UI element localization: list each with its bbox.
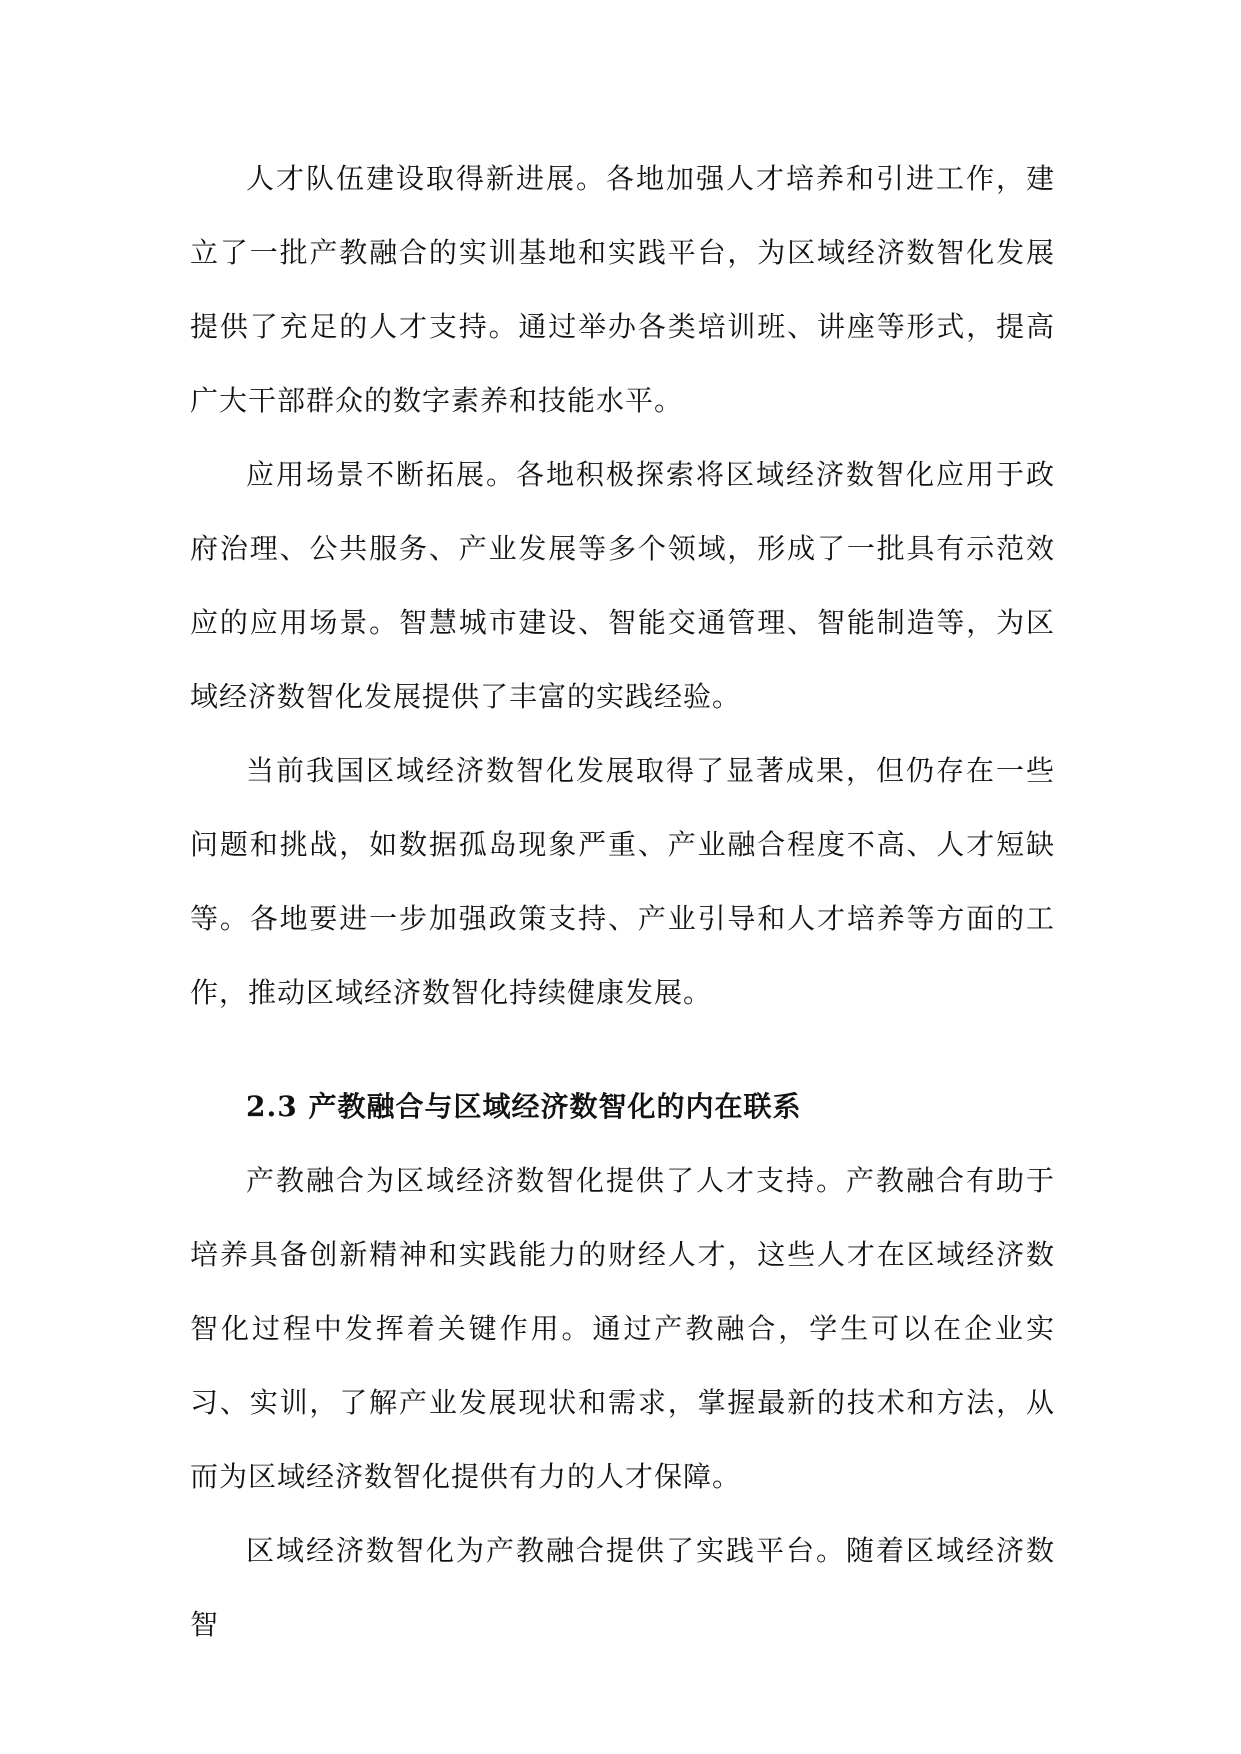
section-heading: 2.3 产教融合与区域经济数智化的内在联系 [246,1090,802,1123]
paragraph-current-status: 当前我国区域经济数智化发展取得了显著成果，但仍存在一些问题和挑战，如数据孤岛现象严重、产业融合程度不高、人才短缺等。各地要进一步加强政策支持、产业引导和人才培养等方面的工作，推动区域经济数智化持续健康发展。 [190,754,1055,1009]
paragraph-talent-team: 人才队伍建设取得新进展。各地加强人才培养和引进工作，建立了一批产教融合的实训基地和实践平台，为区域经济数智化发展提供了充足的人才支持。通过举办各类培训班、讲座等形式，提高广大干部群众的数字素养和技能水平。 [190,162,1055,417]
paragraph-talent-support: 产教融合为区域经济数智化提供了人才支持。产教融合有助于培养具备创新精神和实践能力的财经人才，这些人才在区域经济数智化过程中发挥着关键作用。通过产教融合，学生可以在企业实习、实训，了解产业发展现状和需求，掌握最新的技术和方法，从而为区域经济数智化提供有力的人才保障。 [190,1164,1055,1493]
document-body [190,142,1055,1662]
paragraph-practice-platform: 区域经济数智化为产教融合提供了实践平台。随着区域经济数智 [190,1534,1055,1641]
paragraph-application-scenarios: 应用场景不断拓展。各地积极探索将区域经济数智化应用于政府治理、公共服务、产业发展等多个领域，形成了一批具有示范效应的应用场景。智慧城市建设、智能交通管理、智能制造等，为区域经济数智化发展提供了丰富的实践经验。 [190,458,1055,713]
